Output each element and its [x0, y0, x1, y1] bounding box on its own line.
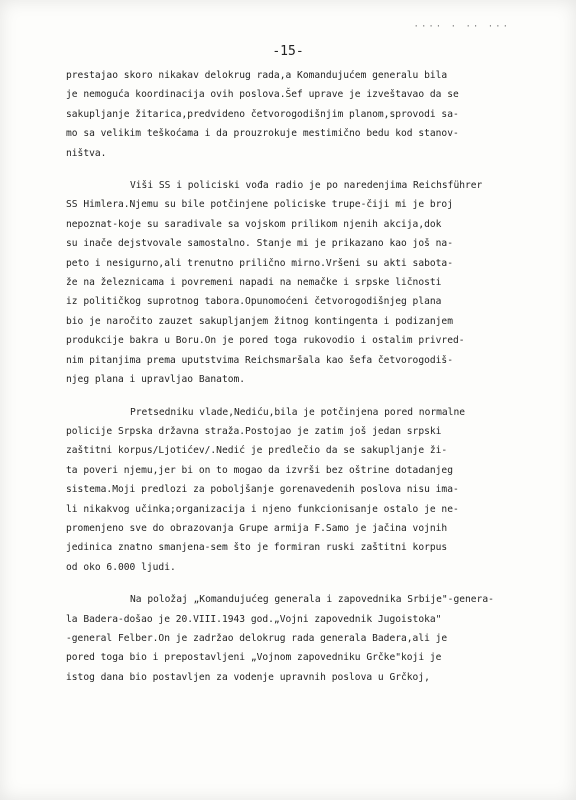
paragraph: [66, 66, 552, 163]
text-line: la Badera-došao je 20.VIII.1943 god.„Vojni zapovednik Jugoistoka": [66, 613, 442, 625]
text-line: peto i nesigurno,ali trenutno prilično mirno.Vršeni su akti sabota-: [66, 257, 453, 269]
text-line: iz političkog suprotnog tabora.Opunomoćeni četvorogodišnjeg plana: [66, 296, 442, 308]
text-line: li nikakvog učinka;organizacija i njeno funkcionisanje ostalo je ne-: [66, 503, 459, 515]
text-line: Pretsedniku vlade,Nediću,bila je potčinjena pored normalne: [130, 406, 466, 418]
text-line: že na železnicama i povremeni napadi na nemačke i srpske ličnosti: [66, 277, 442, 289]
text-line: su inače dejstvovale samostalno. Stanje mi je prikazano kao još na-: [66, 238, 453, 250]
text-line: bio je naročito zauzet sakupljanjem žitnog kontingenta i podizanjem: [66, 315, 453, 327]
paragraph: [66, 403, 552, 578]
page-number: -15-: [272, 44, 304, 59]
paragraph: [66, 176, 552, 389]
text-line: sakupljanje žitarica,predvideno četvorogodišnjim planom,sprovodi sa-: [66, 108, 459, 120]
text-line: pored toga bio i prepostavljeni „Vojnom zapovedniku Grčke"koji je: [66, 652, 442, 664]
text-line: promenjeno sve do obrazovanja Grupe armija F.Samo je jačina vojnih: [66, 522, 448, 534]
text-line: istog dana bio postavljen za vodenje upravnih poslova u Grčkoj,: [66, 671, 430, 683]
text-line: je nemoguća koordinacija ovih poslova.Šef uprave je izveštavao da se: [66, 89, 459, 101]
text-line: ništva.: [66, 147, 107, 159]
text-line: njeg plana i upravljao Banatom.: [66, 374, 246, 386]
text-line: od oko 6.000 ljudi.: [66, 561, 176, 573]
text-line: policije Srpska državna straža.Postojao je zatim još jedan srpski: [66, 425, 442, 437]
header-edge-mark: ···· · ·· ···: [413, 22, 510, 32]
text-line: nepoznat-koje su saradivale sa vojskom prilikom njenih akcija,dok: [66, 218, 442, 230]
text-line: ta poveri njemu,jer bi on to mogao da izvrši bez oštrine dotadanjeg: [66, 464, 453, 476]
text-line: prestajao skoro nikakav delokrug rada,a Komandujućem generalu bila: [66, 70, 448, 81]
text-line: -general Felber.On je zadržao delokrug rada generala Badera,ali je: [66, 632, 448, 644]
paragraph: [66, 590, 552, 687]
text-line: sistema.Moji predlozi za poboljšanje gorenavedenih poslova nisu ima-: [66, 484, 459, 496]
text-line: Na položaj „Komandujućeg generala i zapovednika Srbije"-genera-: [130, 594, 494, 606]
text-line: produkcije bakra u Boru.On je pored toga rukovodio i ostalim privred-: [66, 335, 465, 347]
text-line: SS Himlera.Njemu su bile potčinjene policiske trupe-čiji mi je broj: [66, 199, 453, 211]
text-line: nim pitanjima prema uputstvima Reichsmaršala kao šefa četvorogodiš-: [66, 354, 453, 366]
text-line: mo sa velikim teškoćama i da prouzrokuje mestimično bedu kod stanov-: [66, 128, 459, 140]
text-line: zaštitni korpus/Ljotićev/.Nedić je predlečio da se sakupljanje ži-: [66, 445, 448, 457]
document-body: [66, 66, 552, 687]
text-line: jedinica znatno smanjena-sem što je formiran ruski zaštitni korpus: [66, 542, 448, 554]
text-line: Viši SS i policiski vođa radio je po naredenjima Reichsführer: [130, 180, 483, 192]
